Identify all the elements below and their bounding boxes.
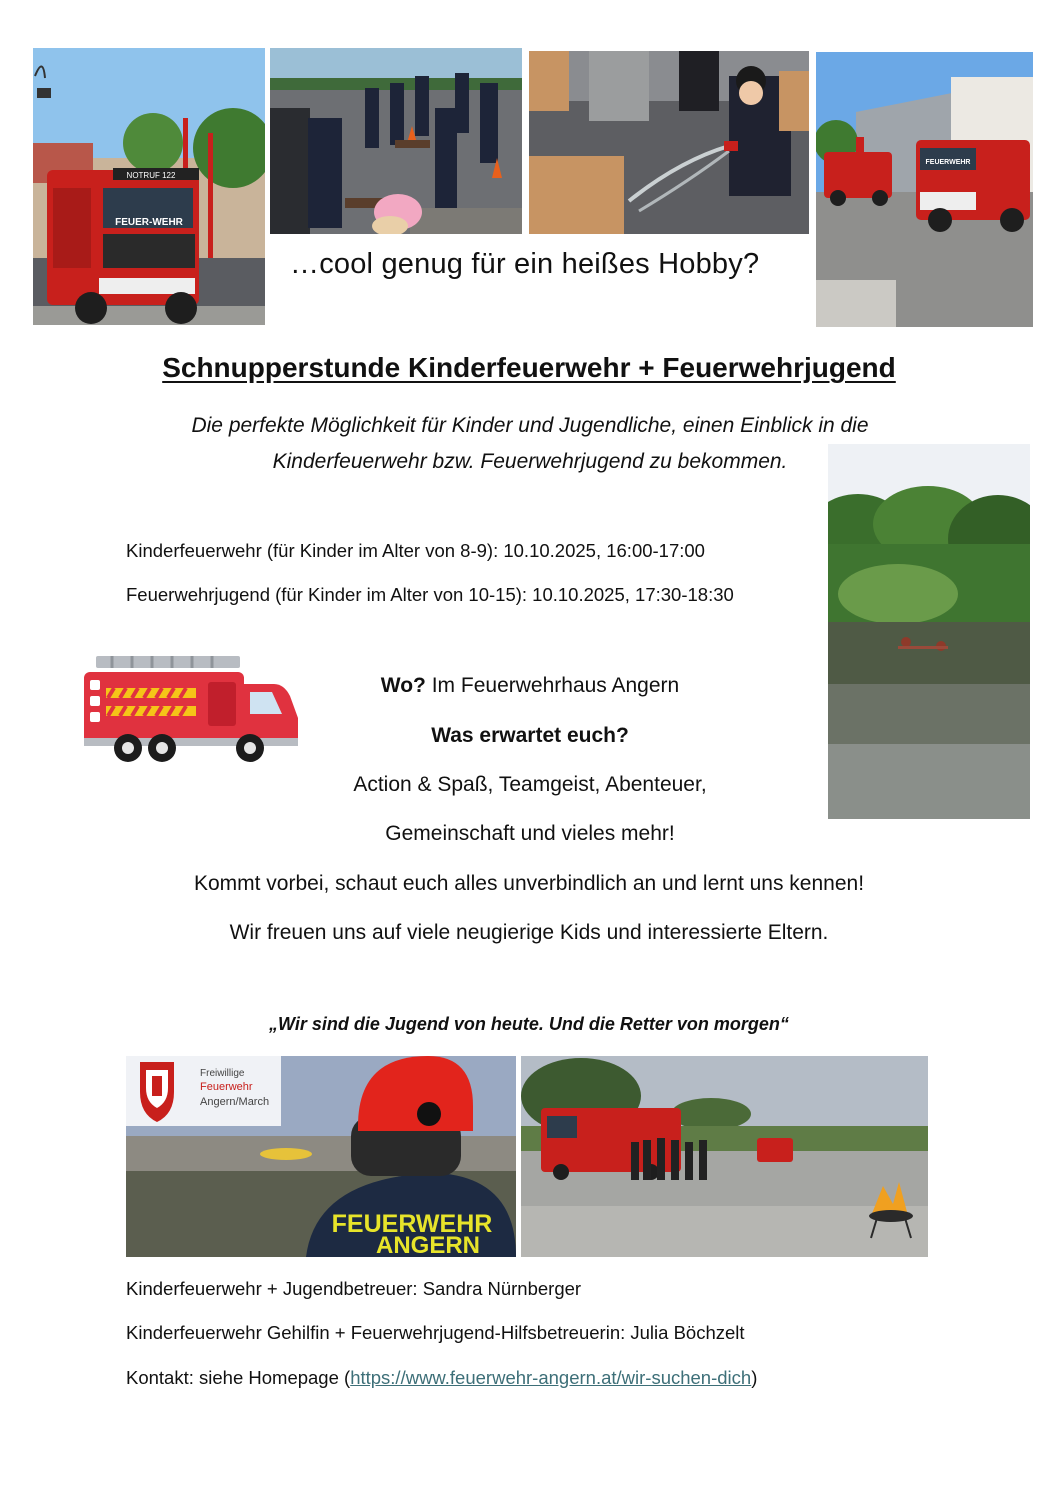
motto-quote: „Wir sind die Jugend von heute. Und die Retter von morgen“ xyxy=(269,1014,789,1034)
expect-heading: Was erwartet euch? xyxy=(431,724,629,747)
welcome-text: Wir freuen uns auf viele neugierige Kids und interessierte Eltern. xyxy=(229,921,829,944)
photo-training-field xyxy=(521,1056,928,1257)
homepage-link[interactable]: https://www.feuerwehr-angern.at/wir-suchen-dich xyxy=(350,1367,752,1388)
jacket-line-1: FEUERWEHR xyxy=(331,1210,493,1238)
truck-plate-text: NOTRUF 122 xyxy=(126,171,176,180)
photo-river-swimming xyxy=(828,444,1030,819)
leader-info: Kinderfeuerwehr + Jugendbetreuer: Sandra Nürnberger xyxy=(126,1278,582,1299)
intro-line-1: Die perfekte Möglichkeit für Kinder und Jugendliche, einen Einblick in die xyxy=(191,414,869,437)
expect-line-1: Action & Spaß, Teamgeist, Abenteuer, xyxy=(353,773,707,796)
tagline: …cool genug für ein heißes Hobby? xyxy=(290,248,760,280)
intro-text xyxy=(120,408,940,480)
photo-fire-station xyxy=(816,52,1033,327)
contact-line xyxy=(126,1367,757,1389)
logo-line-1: Freiwillige xyxy=(200,1068,245,1079)
photo-hose-training xyxy=(270,48,522,234)
expect-line-2: Gemeinschaft und vieles mehr! xyxy=(385,822,675,845)
logo-line-2: Feuerwehr xyxy=(200,1081,253,1093)
schedule-feuerwehrjugend: Feuerwehrjugend (für Kinder im Alter von 10-15): 10.10.2025, 17:30-18:30 xyxy=(126,584,734,605)
contact-suffix: ) xyxy=(751,1367,758,1388)
truck-label-text: FEUER-WEHR xyxy=(115,217,183,228)
photo-helmet-jacket xyxy=(126,1056,516,1257)
logo-line-3: Angern/March xyxy=(200,1096,270,1108)
schedule-kinderfeuerwehr: Kinderfeuerwehr (für Kinder im Alter von 8-9): 10.10.2025, 16:00-17:00 xyxy=(126,540,705,561)
photo-fire-truck-front xyxy=(33,48,265,325)
photo-water-hose xyxy=(529,51,809,234)
assistant-info: Kinderfeuerwehr Gehilfin + Feuerwehrjugend-Hilfsbetreuerin: Julia Böchzelt xyxy=(126,1322,745,1343)
location-label: Wo? xyxy=(380,674,426,697)
jacket-line-2: ANGERN xyxy=(375,1232,481,1257)
invite-text: Kommt vorbei, schaut euch alles unverbindlich an und lernt uns kennen! xyxy=(193,872,865,895)
intro-line-2: Kinderfeuerwehr bzw. Feuerwehrjugend zu bekommen. xyxy=(272,450,788,473)
station-truck-label: FEUERWEHR xyxy=(925,159,971,166)
location-line xyxy=(290,674,770,698)
page-title: Schnupperstunde Kinderfeuerwehr + Feuerwehrjugend xyxy=(162,352,896,383)
fire-truck-clipart xyxy=(84,654,298,764)
location-value: Im Feuerwehrhaus Angern xyxy=(425,674,680,697)
contact-prefix: Kontakt: siehe Homepage ( xyxy=(126,1367,351,1388)
